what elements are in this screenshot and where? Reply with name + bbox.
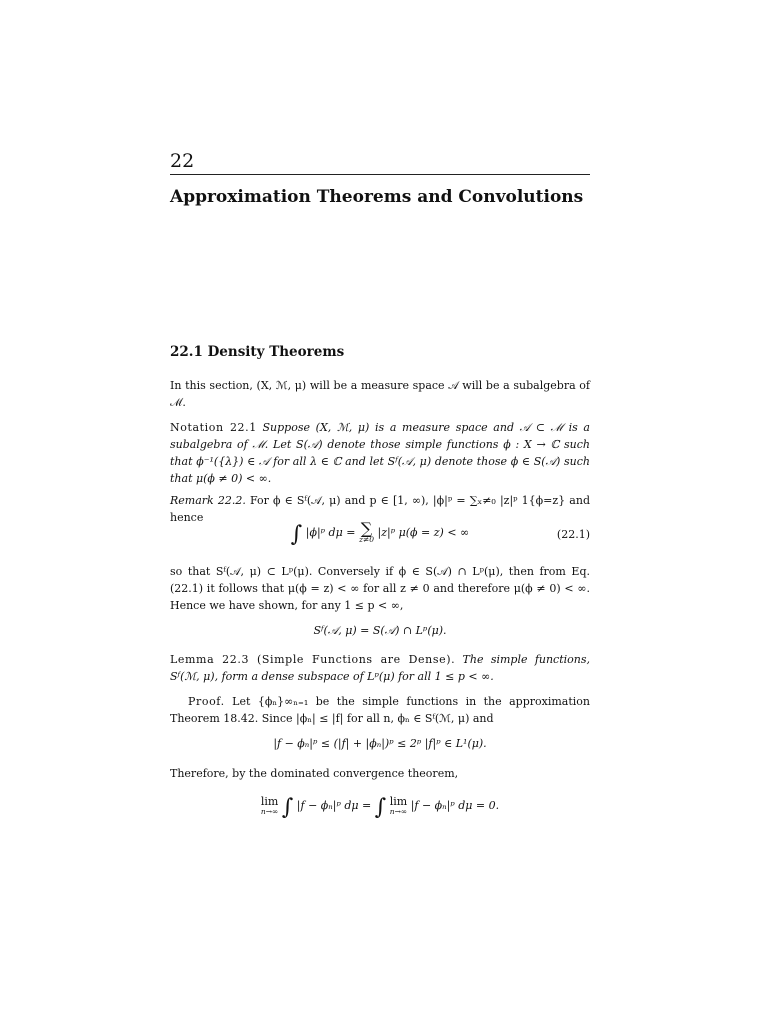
remark-label: Remark 22.2.	[170, 494, 246, 507]
chapter-rule	[170, 174, 590, 175]
lemma-paragraph	[170, 651, 590, 685]
equation-22-1	[170, 519, 590, 547]
eq4-mid: |f − ϕₙ|ᵖ dμ =	[296, 799, 372, 812]
equation-dominating-bound: |f − ϕₙ|ᵖ ≤ (|f| + |ϕₙ|)ᵖ ≤ 2ᵖ |f|ᵖ ∈ L¹(μ).	[273, 737, 487, 750]
integral-sign: ∫	[281, 795, 294, 820]
notation-label: Notation 22.1	[170, 421, 257, 434]
equation-limit	[170, 795, 590, 820]
lemma-label: Lemma 22.3 (Simple Functions are Dense).	[170, 653, 456, 666]
after-eq1-paragraph: so that Sᶠ(𝒜, μ) ⊂ Lᵖ(μ). Conversely if ϕ ∈ S(𝒜) ∩ Lᵖ(μ), then from Eq. (22.1) it follows that μ(ϕ = z) < ∞ for all z ≠ 0 and therefore μ(ϕ ≠ 0) < ∞. Hence we have shown, for any 1 ≤ p < ∞,	[170, 565, 590, 612]
eq1-left: |ϕ|ᵖ dμ =	[305, 526, 356, 539]
section-title: 22.1 Density Theorems	[170, 344, 345, 360]
eq1-sum-sub: z≠0	[358, 535, 374, 544]
limit-operator: lim n→∞	[389, 795, 408, 816]
lemma-body: The simple functions, Sᶠ(ℳ, μ), form a dense subspace of Lᵖ(μ) for all 1 ≤ p < ∞.	[170, 653, 591, 683]
therefore-paragraph: Therefore, by the dominated convergence theorem,	[170, 767, 459, 780]
equation-number: (22.1)	[556, 528, 590, 541]
chapter-title: Approximation Theorems and Convolutions	[170, 187, 584, 207]
remark-body: For ϕ ∈ Sᶠ(𝒜, μ) and p ∈ [1, ∞), |ϕ|ᵖ = ∑ₓ≠₀ |z|ᵖ 1{ϕ=z} and hence	[170, 494, 590, 524]
notation-body: Suppose (X, ℳ, μ) is a measure space and 𝒜 ⊂ ℳ is a subalgebra of ℳ. Let S(𝒜) denote those simple functions ϕ : X → ℂ such that ϕ⁻¹({λ}) ∈ 𝒜 for all λ ∈ ℂ and let Sᶠ(𝒜, μ) denote those ϕ ∈ S(𝒜) such that μ(ϕ ≠ 0) < ∞.	[170, 421, 590, 485]
intro-paragraph: In this section, (X, ℳ, μ) will be a measure space 𝒜 will be a subalgebra of ℳ.	[170, 379, 590, 409]
proof-body: Let {ϕₙ}∞ₙ₌₁ be the simple functions in the approximation Theorem 18.42. Since |ϕₙ| ≤ |f| for all n, ϕₙ ∈ Sᶠ(ℳ, μ) and	[170, 695, 591, 725]
equation-sf-identity: Sᶠ(𝒜, μ) = S(𝒜) ∩ Lᵖ(μ).	[313, 624, 447, 637]
chapter-number: 22	[170, 150, 195, 172]
integral-sign: ∫	[374, 795, 387, 820]
eq4-right: |f − ϕₙ|ᵖ dμ = 0.	[410, 799, 500, 812]
eq1-right: |z|ᵖ μ(ϕ = z) < ∞	[377, 526, 470, 539]
proof-paragraph	[170, 693, 590, 727]
limit-operator: lim n→∞	[260, 795, 279, 816]
remark-paragraph	[170, 492, 590, 526]
summation: ∑ z≠0	[358, 519, 374, 544]
proof-label: Proof.	[188, 695, 225, 708]
integral-sign: ∫	[290, 522, 303, 547]
notation-paragraph	[170, 419, 590, 487]
